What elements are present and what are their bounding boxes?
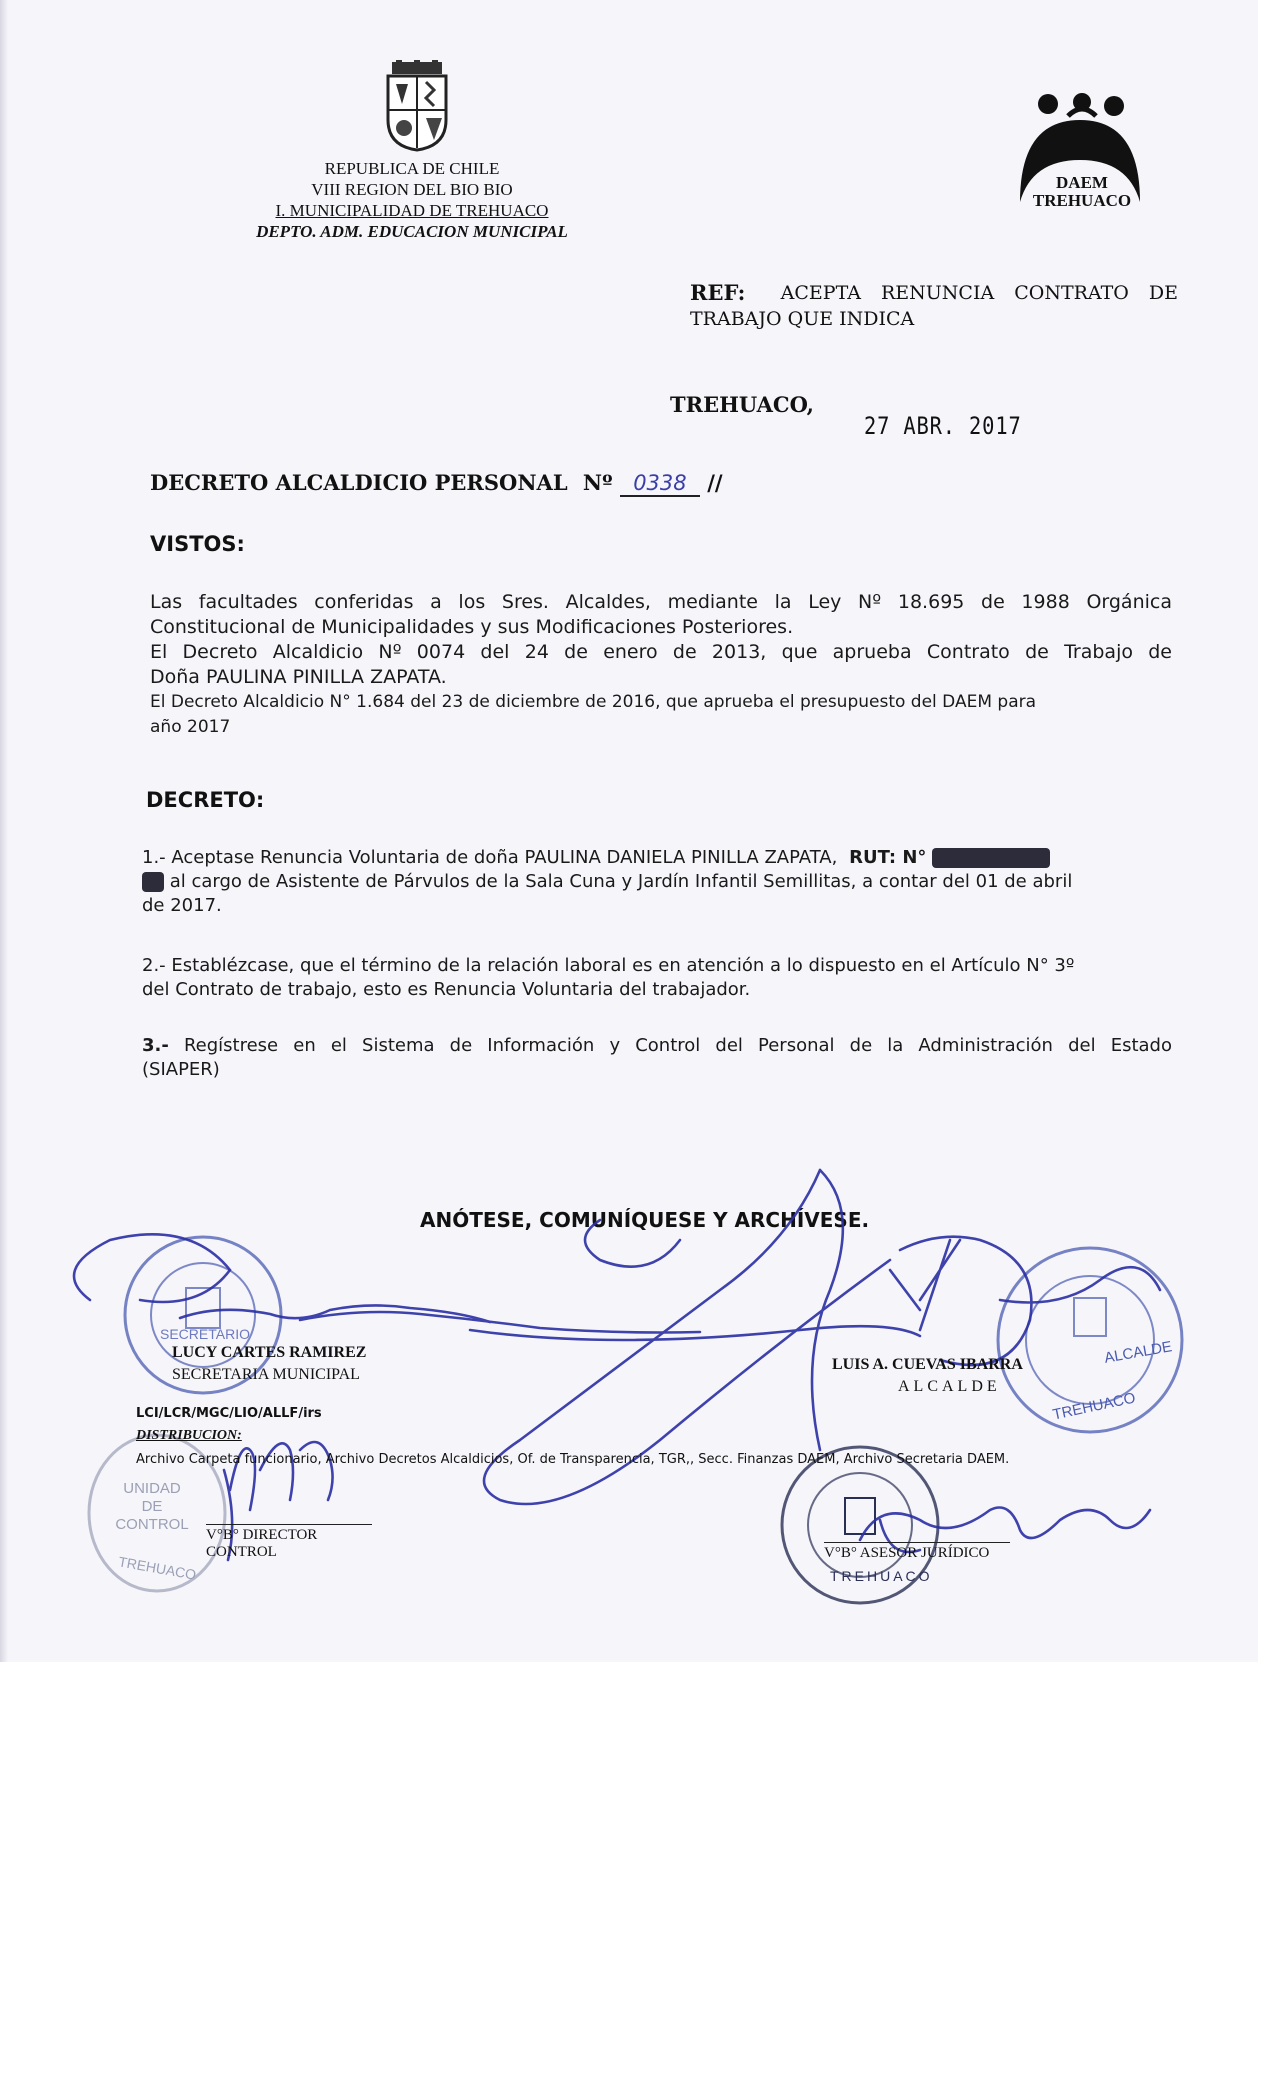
vistos-p2b: Doña PAULINA PINILLA ZAPATA. — [150, 666, 447, 688]
item1-text-a: 1.- Aceptase Renuncia Voluntaria de doña PAULINA DANIELA PINILLA ZAPATA, — [142, 847, 838, 868]
left-signer-role: SECRETARIA MUNICIPAL — [172, 1366, 360, 1383]
vistos-p1b: Constitucional de Municipalidades y sus Modificaciones Posteriores. — [150, 616, 794, 638]
header-line-3: I. MUNICIPALIDAD DE TREHUACO — [275, 201, 549, 220]
signature-left — [172, 1344, 366, 1384]
vistos-heading: VISTOS: — [150, 532, 245, 556]
date-stamp: 27 ABR. 2017 — [864, 412, 1022, 440]
header-line-2: VIII REGION DEL BIO BIO — [311, 180, 513, 199]
ref-text-1: ACEPTA RENUNCIA CONTRATO DE — [780, 282, 1178, 304]
decree-number-label: Nº — [582, 470, 613, 495]
logo-line-2: TREHUACO — [1032, 191, 1132, 210]
left-signer-name: LUCY CARTES RAMIREZ — [172, 1344, 367, 1361]
vistos-p3b: año 2017 — [150, 717, 231, 737]
vistos-p2a: El Decreto Alcaldicio Nº 0074 del 24 de enero de 2013, que aprueba Contrato de Trabajo de — [150, 641, 1172, 663]
item1-rut-label: RUT: N° — [849, 847, 927, 868]
decree-number-suffix: // — [707, 470, 723, 495]
ref-text-2: TRABAJO QUE INDICA — [690, 308, 915, 330]
closing-line: ANÓTESE, COMUNÍQUESE Y ARCHÍVESE. — [420, 1208, 870, 1232]
item1-text-b: al cargo de Asistente de Párvulos de la Sala Cuna y Jardín Infantil Semillitas, a contar del 01 de abril — [169, 871, 1073, 892]
stamp-secretaria-text: SECRETARIO — [160, 1326, 250, 1342]
stamp-alcalde-city: TREHUACO — [1051, 1389, 1138, 1424]
header-line-1: REPUBLICA DE CHILE — [324, 159, 500, 178]
control-approval: V°B° DIRECTOR CONTROL — [206, 1524, 372, 1561]
stamp-asesor-city: TREHUACO — [830, 1568, 933, 1584]
place-label: TREHUACO, — [670, 392, 814, 417]
right-signer-role: ALCALDE — [898, 1378, 1001, 1395]
asesor-approval: V°B° ASESOR JURÍDICO — [824, 1542, 1010, 1562]
vistos-p1a: Las facultades conferidas a los Sres. Alcaldes, mediante la Ley Nº 18.695 de 1988 Orgánica — [150, 591, 1172, 613]
item3-text-a: Regístrese en el Sistema de Información y Control del Personal de la Administración del Estado — [183, 1035, 1172, 1056]
vistos-p3a: El Decreto Alcaldicio N° 1.684 del 23 de diciembre de 2016, que aprueba el presupuesto del DAEM para — [150, 692, 1037, 712]
item2-text-a: 2.- Establézcase, que el término de la relación laboral es en atención a lo dispuesto en el Artículo N° 3º — [142, 955, 1075, 976]
item3-num: 3.- — [142, 1035, 169, 1056]
distribution-list: Archivo Carpeta funcionario, Archivo Decretos Alcaldicios, Of. de Transparencia, TGR,, Secc. Finanzas DAEM, Archivo Secretaria DAEM. — [136, 1452, 1010, 1467]
stamp-alcalde-text: ALCALDE — [1103, 1338, 1174, 1367]
initials: LCI/LCR/MGC/LIO/ALLF/irs — [136, 1406, 322, 1421]
header-line-4: DEPTO. ADM. EDUCACION MUNICIPAL — [256, 222, 568, 241]
item3-text-b: (SIAPER) — [142, 1059, 220, 1080]
decreto-heading: DECRETO: — [146, 788, 265, 812]
item1-text-c: de 2017. — [142, 895, 222, 916]
stamp-control-line-1: UNIDAD — [123, 1480, 181, 1497]
right-signer-name: LUIS A. CUEVAS IBARRA — [832, 1356, 1023, 1373]
stamp-control-city: TREHUACO — [117, 1553, 198, 1583]
distribution-heading: DISTRIBUCION: — [136, 1428, 242, 1443]
item2-text-b: del Contrato de trabajo, esto es Renuncia Voluntaria del trabajador. — [142, 979, 751, 1000]
logo-line-1: DAEM — [1056, 173, 1108, 192]
signature-right — [832, 1356, 1023, 1396]
decree-title: DECRETO ALCALDICIO PERSONAL — [150, 470, 568, 495]
stamp-control-line-2: DE — [141, 1498, 163, 1515]
decree-number: 0338 — [620, 471, 700, 497]
ref-label: REF: — [690, 280, 746, 305]
stamp-control-line-3: CONTROL — [115, 1516, 189, 1533]
